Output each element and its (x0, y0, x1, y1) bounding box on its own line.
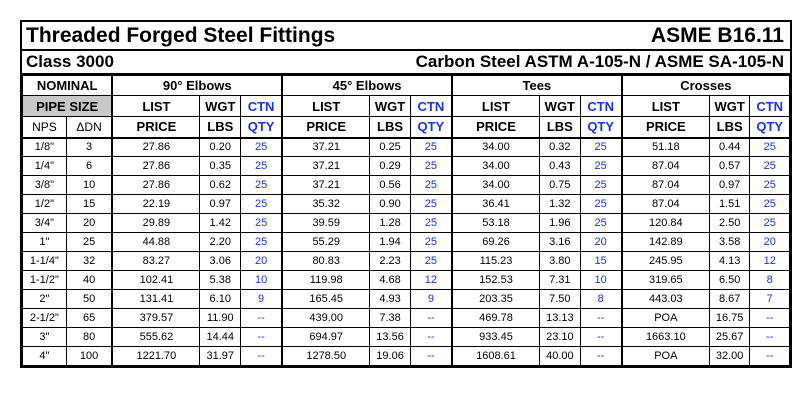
carton-qty-cell: 25 (241, 195, 283, 214)
weight-cell: 0.62 (200, 176, 241, 195)
list-price-cell: 152.53 (452, 271, 540, 290)
column-header-row-top (23, 96, 790, 117)
weight-cell: 4.13 (709, 252, 750, 271)
carton-qty-cell: 25 (580, 138, 622, 157)
weight-cell: 23.10 (540, 328, 581, 347)
price-header: PRICE (622, 117, 710, 138)
group-header: Crosses (622, 76, 790, 96)
list-price-cell: 319.65 (622, 271, 710, 290)
qty-header: QTY (580, 117, 622, 138)
list-price-cell: 36.41 (452, 195, 540, 214)
dn-header: ΔDN (66, 117, 112, 138)
carton-qty-cell: 8 (750, 271, 790, 290)
dn-cell: 40 (66, 271, 112, 290)
carton-qty-cell: -- (241, 309, 283, 328)
weight-cell: 0.56 (370, 176, 411, 195)
weight-cell: 7.50 (540, 290, 581, 309)
weight-cell: 3.80 (540, 252, 581, 271)
weight-cell: 4.68 (370, 271, 411, 290)
carton-qty-cell: 25 (410, 195, 452, 214)
table-row (23, 328, 790, 347)
table-row (23, 271, 790, 290)
dn-cell: 10 (66, 176, 112, 195)
dn-cell: 20 (66, 214, 112, 233)
lbs-header: LBS (200, 117, 241, 138)
material-label: Carbon Steel ASTM A-105-N / ASME SA-105-N (415, 52, 784, 71)
weight-cell: 32.00 (709, 347, 750, 366)
price-header: PRICE (282, 117, 370, 138)
list-price-cell: 34.00 (452, 176, 540, 195)
nps-cell: 4" (23, 347, 67, 366)
carton-qty-cell: 25 (241, 157, 283, 176)
carton-qty-cell: 10 (580, 271, 622, 290)
list-price-cell: 22.19 (112, 195, 200, 214)
list-price-cell: POA (622, 347, 710, 366)
weight-cell: 7.31 (540, 271, 581, 290)
table-row (23, 195, 790, 214)
list-header: LIST (622, 96, 710, 117)
nps-cell: 2-1/2" (23, 309, 67, 328)
carton-qty-cell: -- (580, 347, 622, 366)
nps-cell: 1-1/4" (23, 252, 67, 271)
lbs-header: LBS (540, 117, 581, 138)
weight-cell: 2.23 (370, 252, 411, 271)
carton-qty-cell: 12 (410, 271, 452, 290)
weight-cell: 0.32 (540, 138, 581, 157)
weight-cell: 25.67 (709, 328, 750, 347)
carton-qty-cell: 9 (241, 290, 283, 309)
weight-cell: 31.97 (200, 347, 241, 366)
carton-qty-cell: 25 (410, 138, 452, 157)
nps-cell: 3/8" (23, 176, 67, 195)
carton-qty-cell: 10 (241, 271, 283, 290)
table-row (23, 138, 790, 157)
weight-cell: 0.75 (540, 176, 581, 195)
subtitle-row (22, 51, 790, 75)
carton-qty-cell: 25 (750, 176, 790, 195)
table-row (23, 233, 790, 252)
nps-cell: 3" (23, 328, 67, 347)
table-row (23, 290, 790, 309)
lbs-header: LBS (709, 117, 750, 138)
column-header-row-bottom (23, 117, 790, 138)
weight-cell: 8.67 (709, 290, 750, 309)
list-price-cell: 69.26 (452, 233, 540, 252)
carton-qty-cell: 25 (410, 214, 452, 233)
list-price-cell: 115.23 (452, 252, 540, 271)
list-price-cell: 1221.70 (112, 347, 200, 366)
wgt-header: WGT (709, 96, 750, 117)
carton-qty-cell: -- (410, 347, 452, 366)
list-price-cell: 27.86 (112, 176, 200, 195)
list-price-cell: 37.21 (282, 176, 370, 195)
price-sheet (20, 20, 792, 368)
list-price-cell: 51.18 (622, 138, 710, 157)
weight-cell: 0.57 (709, 157, 750, 176)
group-header-row (23, 76, 790, 96)
list-price-cell: 87.04 (622, 195, 710, 214)
carton-qty-cell: 25 (580, 176, 622, 195)
weight-cell: 0.25 (370, 138, 411, 157)
carton-qty-cell: 12 (750, 252, 790, 271)
table-row (23, 309, 790, 328)
weight-cell: 2.20 (200, 233, 241, 252)
list-price-cell: 44.88 (112, 233, 200, 252)
list-price-cell: 1278.50 (282, 347, 370, 366)
pipe-size-header: PIPE SIZE (23, 96, 113, 117)
list-price-cell: 1608.61 (452, 347, 540, 366)
nps-cell: 2" (23, 290, 67, 309)
list-price-cell: 35.32 (282, 195, 370, 214)
table-row (23, 214, 790, 233)
nominal-header: NOMINAL (23, 76, 113, 96)
weight-cell: 40.00 (540, 347, 581, 366)
weight-cell: 3.58 (709, 233, 750, 252)
table-row (23, 252, 790, 271)
weight-cell: 0.97 (709, 176, 750, 195)
list-price-cell: 119.98 (282, 271, 370, 290)
wgt-header: WGT (540, 96, 581, 117)
nps-cell: 1" (23, 233, 67, 252)
carton-qty-cell: 25 (580, 157, 622, 176)
standard-label: ASME B16.11 (650, 23, 784, 47)
table-row (23, 176, 790, 195)
carton-qty-cell: 25 (750, 195, 790, 214)
weight-cell: 13.13 (540, 309, 581, 328)
carton-qty-cell: -- (241, 347, 283, 366)
carton-qty-cell: 20 (750, 233, 790, 252)
weight-cell: 0.97 (200, 195, 241, 214)
group-header: 90° Elbows (112, 76, 282, 96)
carton-qty-cell: 25 (580, 195, 622, 214)
carton-qty-cell: 25 (410, 176, 452, 195)
carton-qty-cell: 25 (580, 214, 622, 233)
carton-qty-cell: 25 (750, 157, 790, 176)
carton-qty-cell: 15 (580, 252, 622, 271)
price-header: PRICE (452, 117, 540, 138)
weight-cell: 19.06 (370, 347, 411, 366)
weight-cell: 4.93 (370, 290, 411, 309)
wgt-header: WGT (370, 96, 411, 117)
weight-cell: 3.16 (540, 233, 581, 252)
carton-qty-cell: 25 (410, 252, 452, 271)
list-price-cell: 37.21 (282, 138, 370, 157)
weight-cell: 13.56 (370, 328, 411, 347)
price-header: PRICE (112, 117, 200, 138)
ctn-header: CTN (410, 96, 452, 117)
carton-qty-cell: 8 (580, 290, 622, 309)
dn-cell: 100 (66, 347, 112, 366)
list-price-cell: 37.21 (282, 157, 370, 176)
list-price-cell: 245.95 (622, 252, 710, 271)
dn-cell: 6 (66, 157, 112, 176)
carton-qty-cell: 25 (410, 157, 452, 176)
dn-cell: 32 (66, 252, 112, 271)
carton-qty-cell: 25 (750, 214, 790, 233)
list-price-cell: 87.04 (622, 157, 710, 176)
weight-cell: 7.38 (370, 309, 411, 328)
carton-qty-cell: 20 (580, 233, 622, 252)
list-price-cell: 27.86 (112, 138, 200, 157)
list-price-cell: 142.89 (622, 233, 710, 252)
list-price-cell: 165.45 (282, 290, 370, 309)
weight-cell: 5.38 (200, 271, 241, 290)
carton-qty-cell: 25 (241, 176, 283, 195)
group-header: 45° Elbows (282, 76, 452, 96)
weight-cell: 1.96 (540, 214, 581, 233)
carton-qty-cell: 25 (241, 138, 283, 157)
list-price-cell: 83.27 (112, 252, 200, 271)
carton-qty-cell: 25 (241, 214, 283, 233)
carton-qty-cell: -- (750, 309, 790, 328)
weight-cell: 6.50 (709, 271, 750, 290)
list-price-cell: 34.00 (452, 138, 540, 157)
list-price-cell: 555.62 (112, 328, 200, 347)
dn-cell: 15 (66, 195, 112, 214)
list-price-cell: 102.41 (112, 271, 200, 290)
list-price-cell: 203.35 (452, 290, 540, 309)
list-price-cell: 469.78 (452, 309, 540, 328)
list-price-cell: 55.29 (282, 233, 370, 252)
nps-cell: 1/2" (23, 195, 67, 214)
carton-qty-cell: -- (750, 347, 790, 366)
carton-qty-cell: -- (580, 309, 622, 328)
ctn-header: CTN (750, 96, 790, 117)
lbs-header: LBS (370, 117, 411, 138)
class-label: Class 3000 (26, 52, 114, 71)
weight-cell: 1.51 (709, 195, 750, 214)
dn-cell: 3 (66, 138, 112, 157)
carton-qty-cell: 9 (410, 290, 452, 309)
fittings-table (22, 75, 790, 366)
carton-qty-cell: -- (580, 328, 622, 347)
list-price-cell: 933.45 (452, 328, 540, 347)
weight-cell: 3.06 (200, 252, 241, 271)
list-price-cell: 379.57 (112, 309, 200, 328)
nps-cell: 3/4" (23, 214, 67, 233)
ctn-header: CTN (241, 96, 283, 117)
list-price-cell: 87.04 (622, 176, 710, 195)
dn-cell: 80 (66, 328, 112, 347)
weight-cell: 11.90 (200, 309, 241, 328)
wgt-header: WGT (200, 96, 241, 117)
table-row (23, 157, 790, 176)
list-price-cell: POA (622, 309, 710, 328)
list-price-cell: 53.18 (452, 214, 540, 233)
list-price-cell: 39.59 (282, 214, 370, 233)
qty-header: QTY (750, 117, 790, 138)
list-price-cell: 80.83 (282, 252, 370, 271)
weight-cell: 2.50 (709, 214, 750, 233)
weight-cell: 14.44 (200, 328, 241, 347)
list-price-cell: 1663.10 (622, 328, 710, 347)
carton-qty-cell: 25 (241, 233, 283, 252)
nps-cell: 1-1/2" (23, 271, 67, 290)
qty-header: QTY (241, 117, 283, 138)
weight-cell: 0.43 (540, 157, 581, 176)
dn-cell: 65 (66, 309, 112, 328)
weight-cell: 0.35 (200, 157, 241, 176)
qty-header: QTY (410, 117, 452, 138)
dn-cell: 25 (66, 233, 112, 252)
weight-cell: 0.29 (370, 157, 411, 176)
weight-cell: 0.20 (200, 138, 241, 157)
carton-qty-cell: -- (750, 328, 790, 347)
list-price-cell: 694.97 (282, 328, 370, 347)
weight-cell: 0.44 (709, 138, 750, 157)
list-header: LIST (452, 96, 540, 117)
weight-cell: 6.10 (200, 290, 241, 309)
nps-header: NPS (23, 117, 67, 138)
carton-qty-cell: 25 (750, 138, 790, 157)
ctn-header: CTN (580, 96, 622, 117)
nps-cell: 1/4" (23, 157, 67, 176)
nps-cell: 1/8" (23, 138, 67, 157)
list-price-cell: 27.86 (112, 157, 200, 176)
carton-qty-cell: -- (241, 328, 283, 347)
list-price-cell: 131.41 (112, 290, 200, 309)
list-header: LIST (282, 96, 370, 117)
weight-cell: 1.42 (200, 214, 241, 233)
weight-cell: 1.32 (540, 195, 581, 214)
weight-cell: 1.28 (370, 214, 411, 233)
list-price-cell: 29.89 (112, 214, 200, 233)
list-header: LIST (112, 96, 200, 117)
list-price-cell: 34.00 (452, 157, 540, 176)
list-price-cell: 443.03 (622, 290, 710, 309)
group-header: Tees (452, 76, 622, 96)
weight-cell: 1.94 (370, 233, 411, 252)
dn-cell: 50 (66, 290, 112, 309)
title-row (22, 22, 790, 51)
carton-qty-cell: -- (410, 309, 452, 328)
list-price-cell: 120.84 (622, 214, 710, 233)
weight-cell: 16.75 (709, 309, 750, 328)
weight-cell: 0.90 (370, 195, 411, 214)
list-price-cell: 439.00 (282, 309, 370, 328)
carton-qty-cell: 25 (410, 233, 452, 252)
carton-qty-cell: -- (410, 328, 452, 347)
table-row (23, 347, 790, 366)
carton-qty-cell: 20 (241, 252, 283, 271)
carton-qty-cell: 7 (750, 290, 790, 309)
page-title: Threaded Forged Steel Fittings (26, 23, 336, 47)
